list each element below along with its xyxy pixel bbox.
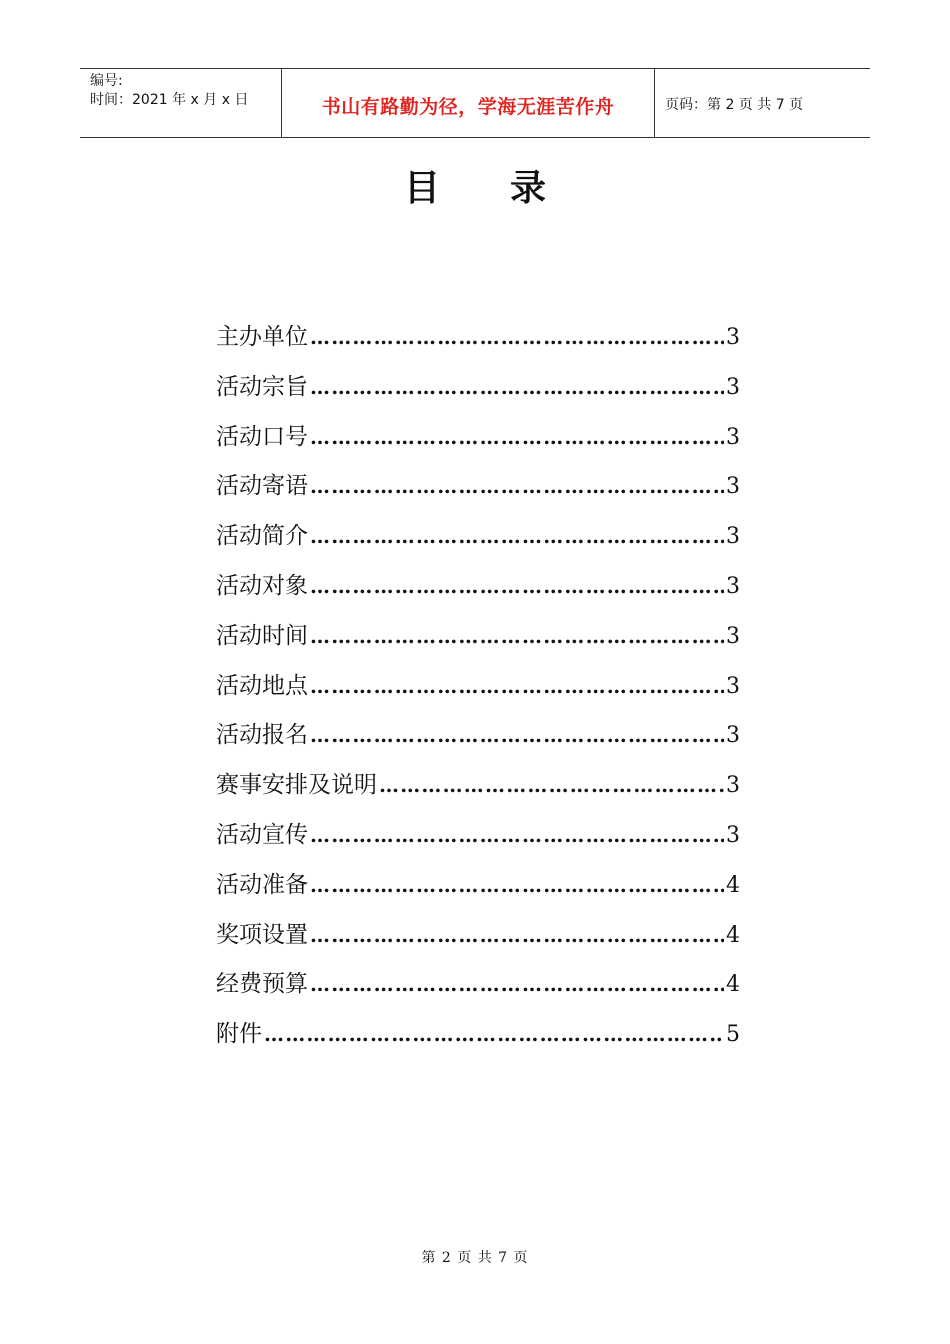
toc-entry[interactable] [216, 418, 740, 468]
toc-dot-leader [310, 624, 724, 648]
toc-entry[interactable] [216, 1015, 740, 1065]
page-header [80, 68, 870, 138]
toc-dot-leader [310, 425, 724, 449]
header-motto: 书山有路勤为径，学海无涯苦作舟 [321, 95, 615, 118]
toc-entry-label: 附件 [216, 1021, 262, 1048]
toc-dot-leader [379, 773, 724, 797]
toc-dot-leader [310, 723, 724, 747]
toc-entry[interactable] [216, 716, 740, 766]
toc-entry[interactable] [216, 667, 740, 717]
toc-entry-label: 主办单位 [216, 324, 308, 350]
page-title [0, 160, 950, 211]
header-page-cell [655, 69, 870, 137]
toc-entry[interactable] [216, 916, 740, 966]
toc-entry-page-number: 4 [726, 872, 740, 898]
toc-dot-leader [310, 325, 724, 349]
toc-entry-page-number: 4 [726, 922, 740, 948]
toc-entry-label: 活动对象 [216, 572, 308, 599]
toc-dot-leader [310, 474, 724, 498]
toc-dot-leader [310, 972, 724, 996]
toc-entry-page-number: 4 [726, 972, 740, 998]
toc-entry-page-number: 3 [726, 374, 740, 400]
toc-entry-label: 活动简介 [216, 523, 308, 550]
toc-dot-leader [310, 524, 724, 548]
toc-entry[interactable] [216, 965, 740, 1015]
toc-entry-label: 活动口号 [216, 423, 308, 450]
page-title-char-1: 目 [403, 168, 440, 209]
toc-entry[interactable] [216, 517, 740, 567]
toc-entry[interactable] [216, 467, 740, 517]
document-time-label: 时间：2021 年 x 月 x 日 [90, 92, 249, 108]
toc-entry-label: 活动准备 [216, 871, 308, 898]
header-motto-cell [282, 69, 655, 137]
toc-entry[interactable] [216, 766, 740, 816]
toc-entry-label: 活动宣传 [216, 821, 308, 848]
toc-entry-page-number: 3 [726, 424, 740, 450]
toc-entry[interactable] [216, 567, 740, 617]
toc-entry-label: 活动宗旨 [216, 373, 308, 400]
page-title-char-2: 录 [510, 168, 547, 209]
toc-entry-page-number: 3 [726, 325, 740, 350]
header-page-info: 页码：第 2 页 共 7 页 [665, 97, 804, 113]
toc-entry-label: 经费预算 [216, 971, 308, 998]
toc-entry[interactable] [216, 617, 740, 667]
toc-entry-page-number: 3 [726, 773, 740, 799]
table-of-contents [216, 318, 740, 1065]
toc-entry-page-number: 3 [726, 474, 740, 500]
toc-entry-page-number: 3 [726, 524, 740, 550]
toc-entry-label: 活动时间 [216, 622, 308, 649]
toc-dot-leader [310, 574, 724, 598]
toc-entry-page-number: 3 [726, 822, 740, 848]
toc-entry-page-number: 3 [726, 723, 740, 749]
toc-entry-label: 活动报名 [216, 722, 308, 749]
toc-entry-page-number: 3 [726, 573, 740, 599]
toc-entry[interactable] [216, 816, 740, 866]
page-footer: 第 2 页 共 7 页 [421, 1250, 529, 1266]
toc-dot-leader [310, 923, 724, 947]
toc-dot-leader [310, 674, 724, 698]
toc-entry-label: 赛事安排及说明 [216, 772, 377, 799]
toc-entry-page-number: 3 [726, 623, 740, 649]
toc-entry-label: 活动寄语 [216, 473, 308, 500]
toc-entry-label: 奖项设置 [216, 921, 308, 948]
toc-dot-leader [310, 873, 724, 897]
toc-dot-leader [310, 375, 724, 399]
toc-entry[interactable] [216, 318, 740, 368]
toc-entry-page-number: 5 [726, 1022, 740, 1048]
document-number-label: 编号: [90, 73, 123, 89]
toc-entry-page-number: 3 [726, 673, 740, 699]
toc-entry[interactable] [216, 866, 740, 916]
toc-dot-leader [310, 823, 724, 847]
toc-entry[interactable] [216, 368, 740, 418]
header-meta-cell [80, 69, 282, 137]
toc-entry-label: 活动地点 [216, 672, 308, 699]
toc-dot-leader [264, 1022, 724, 1046]
